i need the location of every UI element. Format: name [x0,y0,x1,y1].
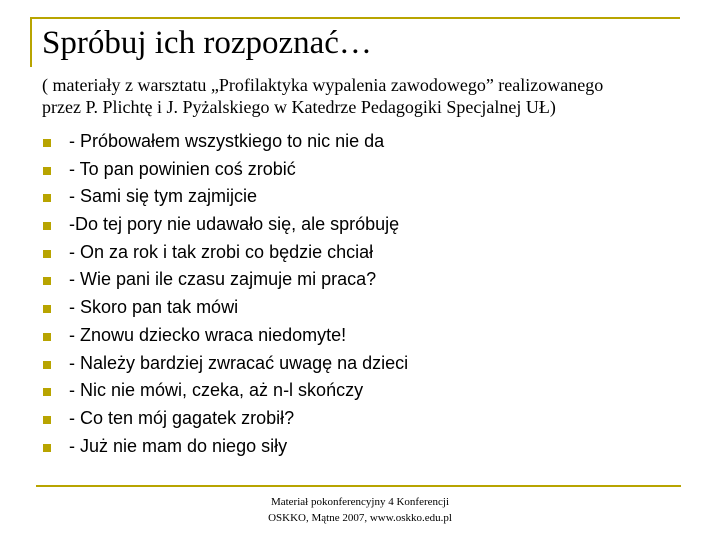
list-item-text: -Do tej pory nie udawało się, ale spróbuję [69,214,400,235]
square-bullet-icon [43,305,51,313]
subtitle-line: ( materiały z warsztatu „Profilaktyka wypalenia zawodowego” realizowanego [42,75,604,95]
list-item-text: - Nic nie mówi, czeka, aż n-l skończy [69,380,364,401]
square-bullet-icon [43,222,51,230]
square-bullet-icon [43,250,51,258]
square-bullet-icon [43,333,51,341]
list-item [40,350,408,378]
square-bullet-icon [43,416,51,424]
footer-line: Materiał pokonferencyjny 4 Konferencji [270,496,450,508]
list-item-text: - Skoro pan tak mówi [69,297,239,318]
slide-frame-top-line [30,17,680,19]
footer-divider [36,485,681,487]
list-item-text: - Już nie mam do niego siły [69,435,288,456]
list-item-text: - Wie pani ile czasu zajmuje mi praca? [69,269,377,290]
list-item [40,433,408,461]
list-item [40,266,408,294]
subtitle-line: przez P. Plichtę i J. Pyżalskiego w Katedrze Pedagogiki Specjalnej UŁ) [42,97,556,117]
list-item [40,377,408,405]
slide-subtitle [42,74,702,118]
slide-title: Spróbuj ich rozpoznać… [42,25,372,61]
footer-note [200,494,520,526]
list-item [40,128,408,156]
list-item-text: - To pan powinien coś zrobić [69,158,296,179]
list-item-text: - Co ten mój gagatek zrobił? [69,407,295,428]
list-item-text: - Znowu dziecko wraca niedomyte! [69,324,347,345]
square-bullet-icon [43,167,51,175]
list-item-text: - On za rok i tak zrobi co będzie chciał [69,241,374,262]
slide-frame-left-line [30,17,32,67]
list-item-text: - Należy bardziej zwracać uwagę na dzieci [69,352,409,373]
square-bullet-icon [43,194,51,202]
list-item [40,156,408,184]
square-bullet-icon [43,361,51,369]
list-item [40,294,408,322]
square-bullet-icon [43,277,51,285]
list-item [40,239,408,267]
list-item-text: - Sami się tym zajmijcie [69,186,258,207]
list-item [40,322,408,350]
list-item [40,183,408,211]
list-item-text: - Próbowałem wszystkiego to nic nie da [69,131,385,151]
square-bullet-icon [43,388,51,396]
footer-line: OSKKO, Mątne 2007, www.oskko.edu.pl [268,512,452,524]
list-item [40,405,408,433]
square-bullet-icon [43,444,51,452]
phrase-list [40,128,408,460]
square-bullet-icon [43,139,51,147]
list-item [40,211,408,239]
